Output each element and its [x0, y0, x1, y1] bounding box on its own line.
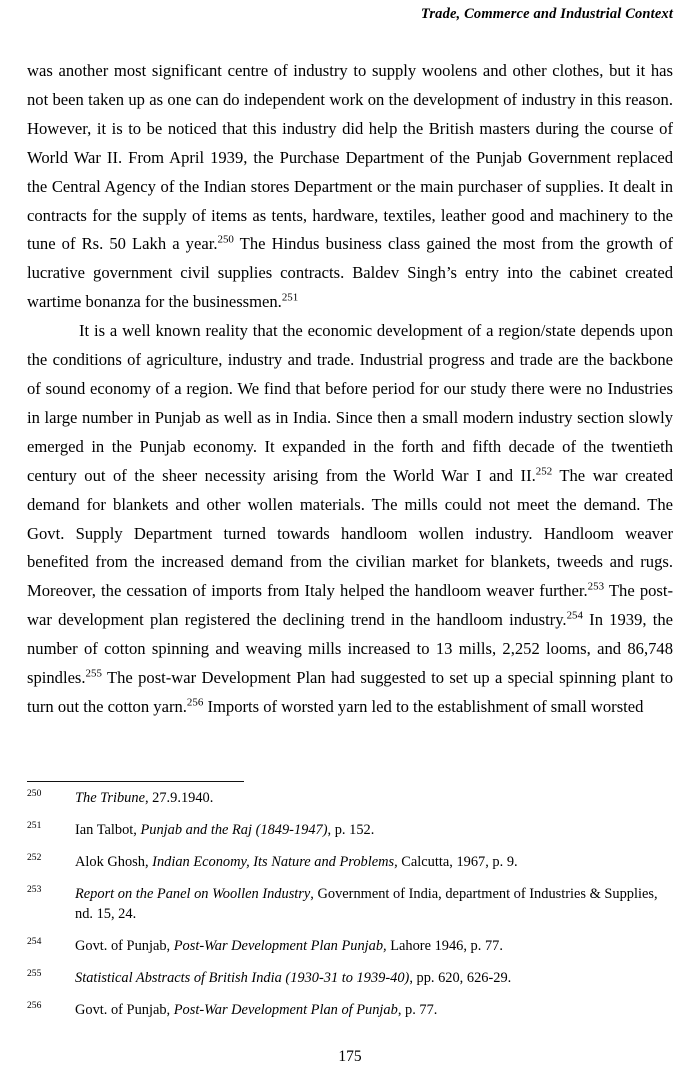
footnote-number-256[interactable]: 256 [27, 999, 42, 1011]
running-header: Trade, Commerce and Industrial Context [420, 6, 673, 22]
footnote-text-250 [75, 789, 673, 809]
footnote-252-rest: , Calcutta, 1967, p. 9. [394, 854, 518, 870]
footnote-252 [27, 853, 673, 873]
footnote-separator-rule [27, 781, 244, 782]
footnote-number-252[interactable]: 252 [27, 852, 42, 863]
footnote-text-255 [75, 969, 673, 989]
footnote-252-title: Indian Economy, Its Nature and Problems [152, 854, 395, 870]
footnote-text-253 [75, 885, 673, 924]
footnote-marker-251[interactable]: 251 [281, 291, 299, 304]
footnote-250-rest: , 27.9.1940. [144, 790, 214, 806]
paragraph-2-segment-6: Imports of worsted yarn led to the establishment of small worsted [203, 696, 644, 716]
paragraph-2-segment-1: It is a well known reality that the economic development of a region/state depends upon the conditions of agriculture, industry and trade. Industrial progress and trade are the backbone of sound economy of a region. We find that before period for our study there were no Industries in large number in Punjab as well as in India. Since then a small modern industry section slowly emerged in the Punjab economy. It expanded in the forth and fifth decade of the twentieth century out of the sheer necessity arising from the World War I and II. [27, 321, 673, 485]
footnote-251-title: Punjab and the Raj (1849-1947) [140, 822, 328, 838]
footnote-250 [27, 789, 673, 809]
footnote-253-title: Report on the Panel on Woollen Industry [75, 886, 311, 902]
footnote-number-253[interactable]: 253 [27, 884, 42, 895]
footnote-252-author: Alok Ghosh, [75, 854, 153, 870]
footnote-number-250[interactable]: 250 [27, 788, 42, 799]
paragraph-2-segment-4: In 1939, the number of cotton spinning and weaving mills increased to 13 mills, 2,252 looms, and 86,748 spindles. [27, 610, 673, 688]
paragraph-1 [27, 57, 673, 317]
footnote-256-author: Govt. of Punjab, [75, 1001, 174, 1018]
footnote-marker-254[interactable]: 254 [566, 609, 583, 622]
paragraph-1-segment-2: The Hindus business class gained the most from the growth of lucrative government civil supplies contracts. Baldev Singh’s entry into the cabinet created wartime bonanza for the businessmen. [27, 234, 673, 312]
paragraph-2-segment-3: The post-war development plan registered the declining trend in the handloom industry. [27, 581, 674, 630]
footnote-text-251 [75, 821, 673, 841]
footnote-254 [27, 937, 673, 957]
footnote-text-254 [75, 937, 673, 957]
footnote-253-rest: , Government of India, department of Industries & Supplies, nd. 15, 24. [75, 886, 658, 922]
footnote-253 [27, 885, 673, 924]
page-number: 175 [338, 1048, 362, 1065]
footnote-text-252 [75, 853, 673, 873]
footnote-255 [27, 969, 673, 989]
footnote-marker-255[interactable]: 255 [85, 667, 102, 680]
footnote-254-rest: Lahore 1946, p. 77. [386, 937, 503, 954]
footnote-area [27, 781, 673, 1033]
footnote-text-256 [75, 1001, 673, 1021]
footnote-number-254[interactable]: 254 [27, 935, 42, 947]
paragraph-1-segment-1: was another most significant centre of industry to supply woolens and other clothes, but it has not been taken up as one can do independent work on the development of industry in this reason. However, it is to be noticed that this industry did help the British masters during the course of World War II. From April 1939, the Purchase Department of the Punjab Government replaced the Central Agency of the Indian stores Department or the main purchaser of supplies. It dealt in contracts for the supply of items as tents, hardware, textiles, leather good and machinery to the tune of Rs. 50 Lakh a year. [27, 61, 673, 254]
footnote-254-author: Govt. of Punjab, [75, 937, 174, 954]
footnote-255-title: Statistical Abstracts of British India (1930-31 to 1939-40) [75, 969, 410, 986]
paragraph-2 [27, 317, 673, 722]
footnote-251 [27, 821, 673, 841]
footnote-254-title: Post-War Development Plan Punjab, [173, 937, 387, 954]
footnote-marker-252[interactable]: 252 [535, 465, 553, 478]
footnote-251-rest: , p. 152. [327, 822, 375, 838]
footnote-250-title: The Tribune [75, 790, 145, 806]
paragraph-2-segment-2: The war created demand for blankets and other wollen materials. The mills could not meet the demand. The Govt. Supply Department turned towards handloom wollen industry. Handloom weaver benefited from the increased demand from the civilian market for blankets, tweeds and rugs. Moreover, the cessation of imports from Italy helped the handloom weaver further. [27, 465, 673, 601]
footnote-255-rest: , pp. 620, 626-29. [409, 969, 512, 986]
footnote-marker-256[interactable]: 256 [186, 696, 204, 709]
footnote-251-author: Ian Talbot, [75, 822, 141, 838]
footnote-256 [27, 1001, 673, 1021]
footnote-number-251[interactable]: 251 [27, 820, 42, 831]
footnote-marker-250[interactable]: 250 [217, 233, 234, 246]
footnote-256-rest: , p. 77. [397, 1001, 438, 1018]
footnote-marker-253[interactable]: 253 [587, 580, 605, 593]
paragraph-2-segment-5: The post-war Development Plan had suggested to set up a special spinning plant to turn out the cotton yarn. [27, 668, 673, 716]
body-text-block [27, 57, 673, 722]
footnote-number-255[interactable]: 255 [27, 967, 42, 979]
footnote-256-title: Post-War Development Plan of Punjab [173, 1001, 398, 1018]
